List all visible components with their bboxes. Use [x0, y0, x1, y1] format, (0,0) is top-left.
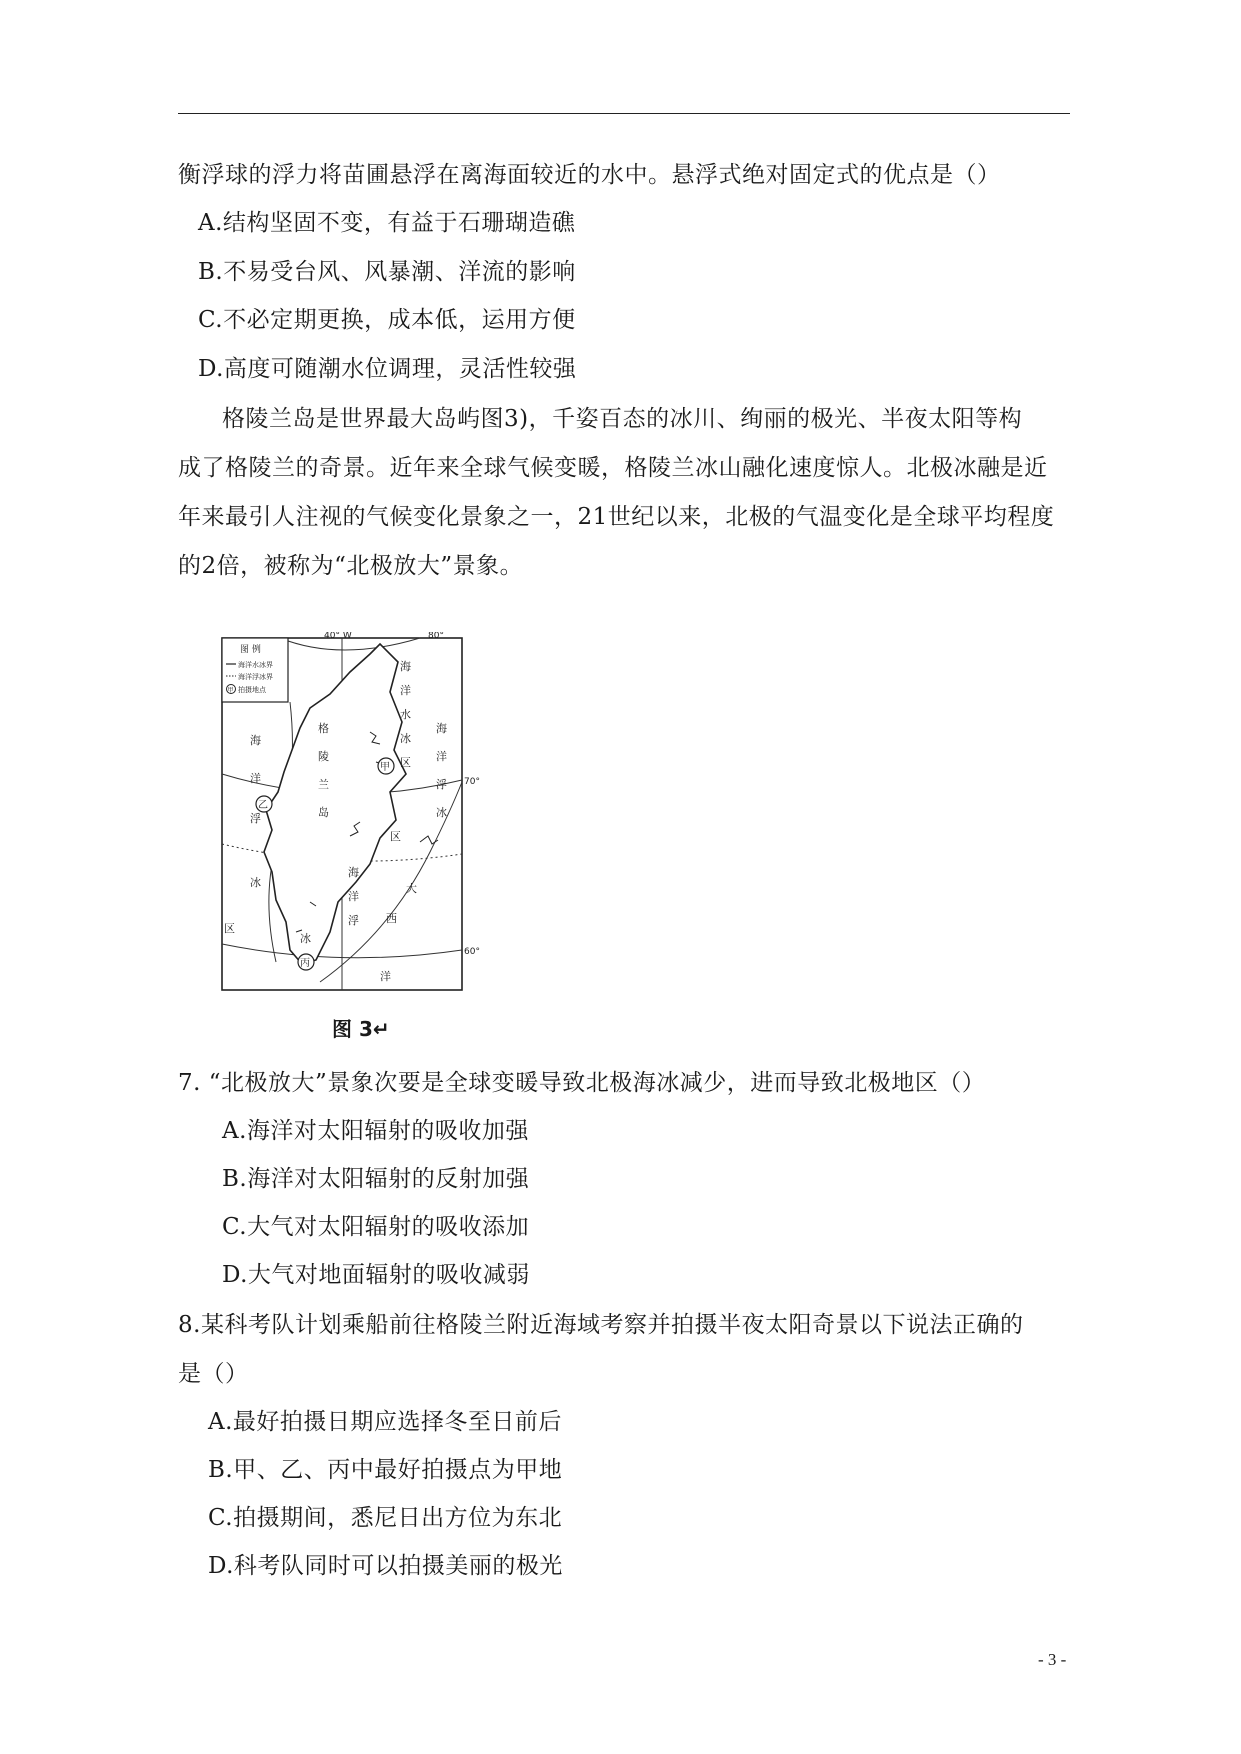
q7-option-a: A.海洋对太阳辐射的吸收加强 — [222, 1118, 529, 1144]
option-b: B.不易受台风、风暴潮、洋流的影响 — [198, 259, 576, 285]
q7-option-b: B.海洋对太阳辐射的反射加强 — [222, 1166, 530, 1192]
west-label-1: 海 — [250, 734, 261, 747]
atlantic-label-3: 洋 — [380, 970, 391, 983]
west-label-3: 浮 — [250, 812, 261, 825]
q7-stem: 7. “北极放大”景象次要是全球变暖导致北极海冰减少，进而导致北极地区（） — [178, 1070, 986, 1096]
passage-line-2: 成了格陵兰的奇景。近年来全球气候变暖，格陵兰冰山融化速度惊人。北极冰融是近 — [178, 455, 1048, 481]
island-label-4: 岛 — [318, 806, 329, 819]
site-bing-label: 丙 — [300, 958, 310, 969]
paragraph-continuation: 衡浮球的浮力将苗圃悬浮在离海面较近的水中。悬浮式绝对固定式的优点是（） — [178, 162, 1001, 188]
ne-label-4: 冰 — [400, 732, 411, 745]
e-label-3: 浮 — [436, 778, 447, 791]
greenland-map — [220, 632, 488, 994]
e-label-2: 洋 — [436, 750, 447, 763]
se-label-2: 洋 — [348, 890, 359, 903]
legend-item-3: 拍摄地点 — [238, 686, 266, 694]
west-label-5: 区 — [224, 922, 235, 935]
legend-item-2: 海洋浮冰界 — [238, 673, 273, 681]
legend-title: 图 例 — [240, 645, 261, 655]
site-jia-label: 甲 — [380, 762, 390, 773]
q8-stem-line-1: 8.某科考队计划乘船前往格陵兰附近海域考察并拍摄半夜太阳奇景以下说法正确的 — [178, 1312, 1024, 1338]
option-d: D.高度可随潮水位调理，灵活性较强 — [198, 356, 577, 382]
q8-option-d: D.科考队同时可以拍摄美丽的极光 — [208, 1553, 563, 1579]
legend-item-1: 海洋水冰界 — [238, 661, 273, 669]
passage-line-1: 格陵兰岛是世界最大岛屿图3)，千姿百态的冰川、绚丽的极光、半夜太阳等构 — [222, 406, 1023, 432]
option-c: C.不必定期更换，成本低，运用方便 — [198, 307, 576, 333]
west-label-2: 洋 — [250, 772, 261, 785]
q8-stem-line-2: 是（） — [178, 1361, 249, 1387]
ne-label-3: 水 — [400, 708, 411, 721]
q8-option-a: A.最好拍摄日期应选择冬至日前后 — [208, 1409, 562, 1435]
passage-line-3: 年来最引人注视的气候变化景象之一，21世纪以来，北极的气温变化是全球平均程度 — [178, 504, 1055, 530]
greenland-map-figure — [220, 632, 488, 994]
page-number: - 3 - — [1038, 1650, 1067, 1669]
figure-caption: 图 3↵ — [332, 1017, 390, 1041]
se-label-1: 海 — [348, 866, 359, 879]
atlantic-label-2: 西 — [386, 912, 397, 925]
island-label-1: 格 — [318, 722, 329, 735]
e-label-5: 区 — [390, 830, 401, 843]
atlantic-label-1: 大 — [406, 882, 417, 895]
island-label-2: 陵 — [318, 750, 329, 763]
lon-label-80: 80° — [428, 632, 444, 641]
passage-line-4: 的2倍，被称为“北极放大”景象。 — [178, 553, 524, 579]
legend-site-symbol-label: 甲 — [227, 687, 234, 694]
header-rule — [178, 113, 1070, 114]
option-a: A.结构坚固不变，有益于石珊瑚造礁 — [198, 210, 576, 236]
q8-option-c: C.拍摄期间，悉尼日出方位为东北 — [208, 1505, 563, 1531]
lat-label-70: 70° — [464, 777, 480, 787]
se-label-3: 浮 — [348, 914, 359, 927]
e-label-1: 海 — [436, 722, 447, 735]
q8-option-b: B.甲、乙、丙中最好拍摄点为甲地 — [208, 1457, 563, 1483]
se-label-4: 冰 — [300, 932, 311, 945]
q7-option-d: D.大气对地面辐射的吸收减弱 — [222, 1262, 530, 1288]
lon-label-40w: 40° W — [324, 632, 352, 641]
ne-label-5: 区 — [400, 756, 411, 769]
site-yi-label: 乙 — [258, 800, 268, 811]
lat-label-60: 60° — [464, 947, 480, 957]
e-label-4: 冰 — [436, 806, 447, 819]
west-label-4: 冰 — [250, 876, 261, 889]
island-label-3: 兰 — [318, 778, 329, 791]
ne-label-1: 海 — [400, 660, 411, 673]
ne-label-2: 洋 — [400, 684, 411, 697]
q7-option-c: C.大气对太阳辐射的吸收添加 — [222, 1214, 530, 1240]
